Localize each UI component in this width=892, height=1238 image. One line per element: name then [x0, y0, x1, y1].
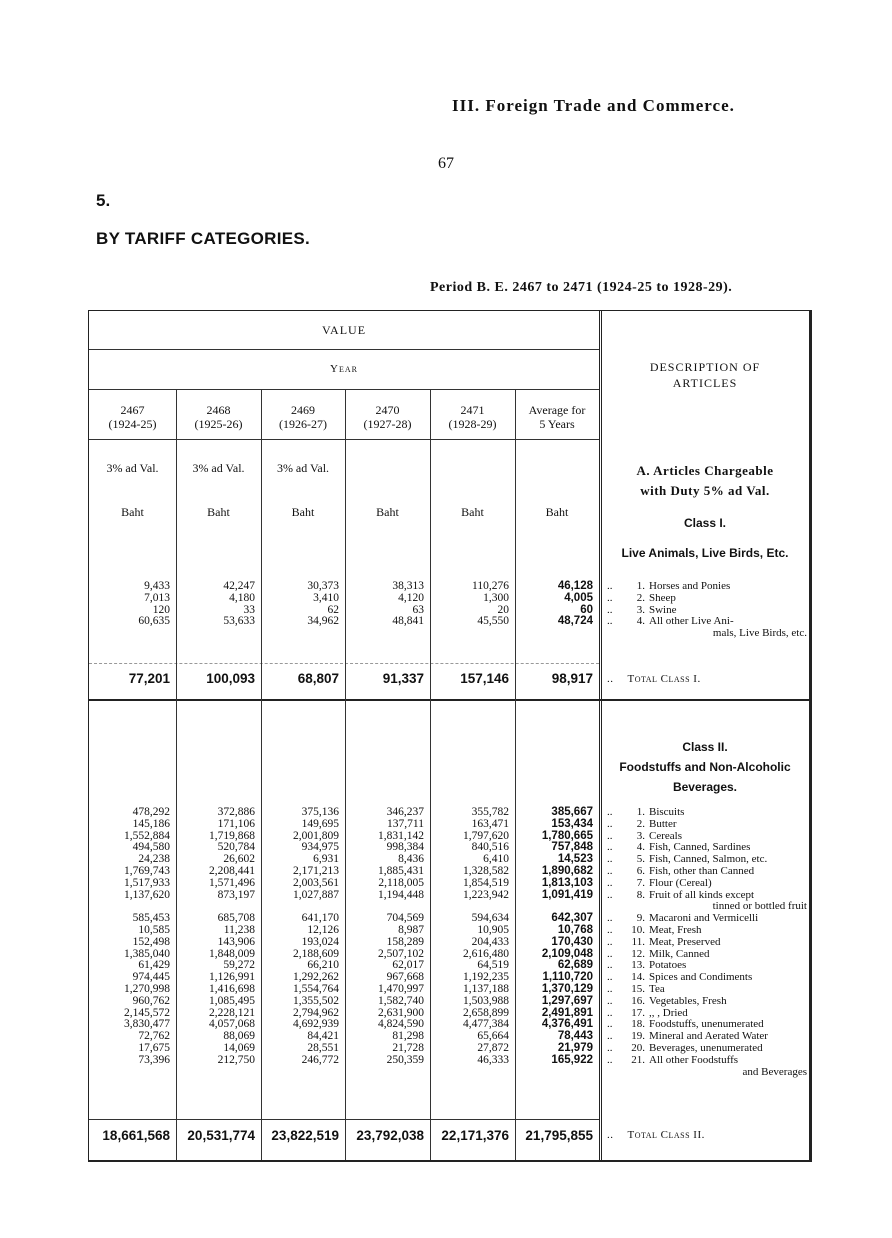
class2-value-cell: 72,762	[138, 1030, 170, 1043]
class2-value-cell: 62,017	[392, 959, 424, 972]
class2-value-cell: 1,292,262	[293, 971, 339, 984]
class2-value-cell: 88,069	[223, 1030, 255, 1043]
item-number: 4.	[636, 841, 645, 854]
item-description: Flour (Cereal)	[649, 876, 712, 889]
class1-value-cell: 33	[243, 603, 255, 616]
item-number: 2.	[636, 591, 645, 604]
class2-value-cell: 73,396	[138, 1053, 170, 1066]
class1-total-cell: 68,807	[297, 671, 339, 686]
class2-item: .. 9. Macaroni and Vermicelli	[607, 913, 811, 925]
class2-subtitle-line1: Foodstuffs and Non-Alcoholic	[619, 760, 791, 774]
class1-value-cell: 110,276	[472, 580, 509, 592]
column-heading-line1: 2470	[375, 403, 400, 417]
item-number: 6.	[636, 864, 645, 877]
class1-value-cell: 60,635	[138, 615, 170, 628]
class2-value-cell: 1,137,188	[463, 983, 509, 995]
column-heading-line1: 2468	[206, 403, 231, 417]
item-description: Cereals	[649, 829, 682, 842]
column-heading-line2: (1926-27)	[279, 417, 327, 431]
column-heading-line2: (1925-26)	[194, 417, 243, 431]
column-heading-line2: (1927-28)	[363, 417, 412, 431]
class2-value-cell: 642,307	[551, 912, 593, 925]
class2-value-cell: 84,421	[307, 1030, 339, 1043]
class2-value-cell: 170,430	[551, 935, 593, 948]
class2-value-cell: 66,210	[307, 959, 339, 972]
class2-value-cell: 1,027,887	[293, 888, 339, 901]
class2-value-cell: 171,106	[217, 817, 255, 830]
class1-item: .. 1. Horses and Ponies	[607, 581, 811, 593]
class2-value-cell: 2,118,005	[378, 876, 424, 889]
item-description: All other Foodstuffs	[649, 1053, 739, 1066]
class1-value-cell: 4,005	[564, 591, 593, 604]
class2-value-cell: 65,664	[477, 1030, 509, 1043]
item-number: 14.	[631, 971, 645, 984]
class1-total-cell: 100,093	[206, 671, 255, 686]
class2-value-cell: 2,001,809	[293, 829, 339, 842]
item-number: 5.	[636, 853, 645, 866]
class2-value-cell: 10,585	[138, 924, 170, 936]
class2-total-cell: 18,661,568	[102, 1128, 170, 1143]
class2-value-cell: 21,979	[557, 1042, 593, 1054]
class2-value-cell: 17,675	[138, 1042, 170, 1054]
item-number: 17.	[631, 1006, 645, 1019]
class2-item: .. 20. Beverages, unenumerated	[607, 1043, 811, 1055]
class2-value-cell: 8,987	[398, 924, 424, 936]
description-heading-line1: DESCRIPTION OF	[649, 360, 761, 374]
class2-value-cell: 757,848	[551, 841, 593, 854]
item-description: and Beverages	[742, 1065, 807, 1078]
class2-value-cell: 250,359	[386, 1053, 424, 1066]
class2-value-cell: 520,784	[217, 841, 255, 854]
item-number: 15.	[631, 982, 645, 995]
class2-total-label: .. Total Class II.	[607, 1129, 705, 1141]
class2-total-cell: 23,792,038	[356, 1128, 424, 1143]
class1-value-cell: 62	[327, 603, 339, 616]
class2-value-cell: 385,667	[551, 806, 593, 818]
class2-item: .. 14. Spices and Condiments	[607, 972, 811, 984]
class1-value-cell: 30,373	[307, 580, 339, 592]
class2-value-cell: 1,470,997	[378, 983, 424, 995]
class1-value-cell: 38,313	[392, 580, 424, 592]
class1-item: .. 2. Sheep	[607, 593, 811, 605]
class1-value-cell: 48,841	[392, 615, 424, 628]
class2-value-cell: 204,433	[471, 935, 509, 948]
item-description: All other Live Ani-	[649, 615, 734, 628]
column-heading-line2: 5 Years	[539, 417, 575, 431]
class2-item	[607, 1067, 811, 1079]
class2-value-cell: 14,523	[557, 853, 593, 866]
class1-value-cell: 4,180	[229, 591, 255, 604]
class2-value-cell: 998,384	[386, 841, 424, 854]
class2-value-cell: 1,328,582	[463, 865, 509, 877]
class2-value-cell: 375,136	[301, 806, 339, 818]
class2-value-cell: 1,416,698	[209, 983, 255, 995]
class2-value-cell: 46,333	[477, 1053, 509, 1066]
class1-value-cell: 7,013	[144, 591, 170, 604]
class2-value-cell: 158,289	[386, 935, 424, 948]
class2-value-cell: 594,634	[471, 912, 509, 925]
class2-value-cell: 2,228,121	[209, 1006, 255, 1019]
item-number: 1.	[636, 580, 645, 592]
class2-value-cell: 149,695	[301, 817, 339, 830]
item-description: Meat, Fresh	[649, 923, 702, 936]
class2-value-cell: 4,477,384	[463, 1018, 509, 1031]
class2-item: .. 8. Fruit of all kinds except	[607, 890, 811, 902]
class2-total-cell: 21,795,855	[525, 1128, 593, 1143]
class2-value-cell: 165,922	[551, 1053, 593, 1066]
column-heading-1	[89, 403, 176, 431]
class2-value-cell: 59,272	[223, 959, 255, 972]
item-number: 2.	[636, 817, 645, 830]
class2-value-cell: 12,126	[307, 924, 339, 936]
class1-value-cell: 60	[580, 603, 593, 616]
column-heading-4	[345, 403, 430, 431]
class2-value-cell: 1,355,502	[293, 994, 339, 1007]
class2-value-cell: 967,668	[386, 971, 424, 984]
item-number: 9.	[636, 912, 645, 925]
class2-value-cell: 346,237	[386, 806, 424, 818]
class2-value-cell: 10,768	[557, 924, 593, 936]
class2-total-cell: 20,531,774	[187, 1128, 255, 1143]
item-description: Vegetables, Fresh	[649, 994, 727, 1007]
class2-value-cell: 11,238	[223, 924, 255, 936]
duty-rate-2: 3% ad Val.	[192, 461, 245, 475]
class2-value-cell: 1,194,448	[378, 888, 424, 901]
class2-value-cell: 2,631,900	[378, 1006, 424, 1019]
class2-value-cell: 1,192,235	[463, 971, 509, 984]
class2-value-cell: 1,385,040	[124, 947, 170, 960]
class1-value-cell: 9,433	[144, 580, 170, 592]
section-title: BY TARIFF CATEGORIES.	[96, 229, 311, 248]
class2-value-cell: 1,797,620	[463, 829, 509, 842]
class2-value-cell: 1,854,519	[463, 876, 509, 889]
class2-value-cell: 1,554,764	[293, 983, 339, 995]
class2-item: .. 3. Cereals	[607, 831, 811, 843]
class2-value-cell: 974,445	[132, 971, 170, 984]
class2-item: .. 16. Vegetables, Fresh	[607, 996, 811, 1008]
unit-label-1: Baht	[121, 505, 144, 519]
class2-value-cell: 6,931	[313, 853, 339, 866]
class2-value-cell: 1,848,009	[209, 947, 255, 960]
item-description: Spices and Condiments	[649, 971, 753, 984]
item-description: Sheep	[649, 591, 676, 604]
item-description: Swine	[649, 603, 677, 616]
value-heading: VALUE	[321, 323, 367, 337]
item-description: mals, Live Birds, etc.	[712, 627, 807, 640]
item-description: Horses and Ponies	[649, 580, 731, 592]
item-description: Biscuits	[649, 806, 685, 818]
item-description: Tea	[649, 982, 665, 995]
class2-value-cell: 685,708	[217, 912, 255, 925]
class2-value-cell: 1,831,142	[378, 829, 424, 842]
class2-value-cell: 8,436	[398, 853, 424, 866]
item-description: Milk, Canned	[649, 947, 710, 960]
class2-item: .. 12. Milk, Canned	[607, 949, 811, 961]
column-heading-line2: (1924-25)	[108, 417, 157, 431]
column-heading-5	[430, 403, 515, 431]
class2-total-cell: 23,822,519	[271, 1128, 339, 1143]
class2-value-cell: 641,170	[301, 912, 339, 925]
class2-value-cell: 4,692,939	[293, 1018, 339, 1031]
item-description: Meat, Preserved	[649, 935, 721, 948]
class2-value-cell: 1,085,495	[209, 994, 255, 1007]
class2-item: .. 18. Foodstuffs, unenumerated	[607, 1019, 811, 1031]
class2-item: .. 6. Fish, other than Canned	[607, 866, 811, 878]
class2-value-cell: 960,762	[132, 994, 170, 1007]
class2-value-cell: 153,434	[551, 817, 593, 830]
class2-value-cell: 840,516	[471, 841, 509, 854]
class2-value-cell: 193,024	[301, 935, 339, 948]
class1-total-cell: 91,337	[382, 671, 424, 686]
class2-item: .. 2. Butter	[607, 819, 811, 831]
tariff-table	[88, 310, 812, 1162]
class2-value-cell: 1,813,103	[541, 876, 593, 889]
item-number: 13.	[631, 959, 645, 972]
class2-value-cell: 1,091,419	[541, 888, 593, 901]
item-number: 11.	[631, 935, 645, 948]
class2-total-cell: 22,171,376	[441, 1128, 509, 1143]
class2-value-cell: 4,824,590	[378, 1018, 424, 1031]
class2-subtitle	[599, 757, 811, 797]
class2-value-cell: 372,886	[217, 806, 255, 818]
class1-value-cell: 53,633	[223, 615, 255, 628]
item-description: Fish, other than Canned	[649, 864, 755, 877]
class2-value-cell: 152,498	[132, 935, 170, 948]
class1-subtitle: Live Animals, Live Birds, Etc.	[621, 546, 789, 560]
class1-value-cell: 45,550	[477, 615, 509, 628]
item-description: ,, , Dried	[649, 1006, 688, 1019]
column-heading-line1: 2471	[460, 403, 485, 417]
class1-items	[607, 581, 811, 640]
class2-value-cell: 2,145,572	[124, 1006, 170, 1019]
item-description: Macaroni and Vermicelli	[649, 912, 759, 925]
class2-item: .. 11. Meat, Preserved	[607, 937, 811, 949]
class2-value-cell: 1,769,743	[124, 865, 170, 877]
class1-item: .. 3. Swine	[607, 605, 811, 617]
class2-value-cell: 137,711	[387, 817, 424, 830]
class2-value-cell: 1,270,998	[124, 983, 170, 995]
class2-item: .. 5. Fish, Canned, Salmon, etc.	[607, 854, 811, 866]
item-number: 20.	[631, 1041, 645, 1054]
class2-value-cell: 1,571,496	[209, 876, 255, 889]
item-number: 16.	[631, 994, 645, 1007]
class2-item: .. 13. Potatoes	[607, 960, 811, 972]
item-description: Fish, Canned, Salmon, etc.	[649, 853, 768, 866]
class2-value-cell: 24,238	[138, 853, 170, 866]
category-a-heading	[599, 461, 811, 501]
class2-value-cell: 4,376,491	[541, 1018, 593, 1031]
column-heading-6	[515, 403, 599, 431]
class2-item: .. 19. Mineral and Aerated Water	[607, 1031, 811, 1043]
column-heading-2	[176, 403, 261, 431]
class2-value-cell: 3,830,477	[124, 1018, 170, 1031]
class2-value-cell: 27,872	[477, 1042, 509, 1054]
item-number: 18.	[631, 1018, 645, 1031]
class2-value-cell: 78,443	[557, 1030, 593, 1043]
class2-value-cell: 2,658,899	[463, 1006, 509, 1019]
item-number: 8.	[636, 888, 645, 901]
duty-rate-1: 3% ad Val.	[106, 461, 159, 475]
class2-subtitle-line2: Beverages.	[672, 780, 738, 794]
section-number: 5.	[96, 191, 111, 210]
class2-items	[607, 807, 811, 1078]
column-heading-line1: 2467	[120, 403, 145, 417]
class2-value-cell: 1,890,682	[541, 865, 593, 877]
item-description: Butter	[649, 817, 677, 830]
class2-value-cell: 1,517,933	[124, 876, 170, 889]
class1-value-cell: 48,724	[557, 615, 593, 628]
item-description: Beverages, unenumerated	[649, 1041, 763, 1054]
class2-item: .. 7. Flour (Cereal)	[607, 878, 811, 890]
class2-value-cell: 61,429	[138, 959, 170, 972]
unit-label-2: Baht	[207, 505, 230, 519]
class2-value-cell: 1,137,620	[124, 888, 170, 901]
class1-item	[607, 628, 811, 640]
class1-total-cell: 98,917	[551, 671, 593, 686]
period-label: Period B. E. 2467 to 2471 (1924-25 to 1928-29).	[430, 280, 733, 295]
class2-value-cell: 2,616,480	[463, 947, 509, 960]
item-number: 1.	[636, 806, 645, 818]
class2-value-cell: 64,519	[477, 959, 509, 972]
class2-value-cell: 26,602	[223, 853, 255, 866]
class2-value-cell: 212,750	[217, 1053, 255, 1066]
page-number: 67	[438, 155, 454, 172]
class2-value-cell: 143,906	[217, 935, 255, 948]
class2-value-cell: 1,110,720	[542, 971, 593, 984]
class1-value-cell: 34,962	[307, 615, 339, 628]
duty-rate-3: 3% ad Val.	[276, 461, 330, 475]
item-description: Fish, Canned, Sardines	[649, 841, 751, 854]
class1-value-cell: 1,300	[483, 591, 509, 604]
class1-value-cell: 63	[412, 603, 424, 616]
item-description: Fruit of all kinds except	[649, 888, 755, 901]
class1-value-cell: 20	[497, 603, 509, 616]
class2-value-cell: 2,171,213	[293, 865, 339, 877]
class1-value-cell: 42,247	[223, 580, 255, 592]
class2-value-cell: 478,292	[132, 806, 170, 818]
class1-total-text: Total Class I.	[627, 673, 701, 685]
description-heading-line2: ARTICLES	[672, 376, 738, 390]
chapter-title: III. Foreign Trade and Commerce.	[452, 96, 735, 115]
class2-value-cell: 1,297,697	[541, 994, 593, 1007]
column-heading-3	[261, 403, 345, 431]
class2-value-cell: 873,197	[217, 888, 255, 901]
class1-value-cell: 4,120	[398, 591, 424, 604]
class2-value-cell: 21,728	[392, 1042, 424, 1054]
class2-value-cell: 585,453	[132, 912, 170, 925]
class2-value-cell: 62,689	[557, 959, 593, 972]
class2-value-cell: 2,003,561	[293, 876, 339, 889]
column-heading-line2: (1928-29)	[448, 417, 497, 431]
item-number: 7.	[636, 876, 645, 889]
class2-value-cell: 163,471	[471, 817, 509, 830]
item-number: 21.	[631, 1053, 645, 1066]
item-number: 12.	[631, 947, 645, 960]
class2-value-cell: 2,109,048	[541, 947, 593, 960]
column-heading-line1: Average for	[528, 403, 586, 417]
class2-value-cell: 28,551	[307, 1042, 339, 1054]
class1-value-cell: 3,410	[313, 591, 339, 604]
class1-total-cell: 157,146	[460, 671, 509, 686]
unit-label-4: Baht	[376, 505, 399, 519]
item-description: Foodstuffs, unenumerated	[649, 1018, 764, 1031]
class1-title: Class I.	[683, 516, 727, 530]
item-description: tinned or bottled fruit	[712, 900, 807, 913]
class2-value-cell: 1,719,868	[209, 829, 255, 842]
class2-value-cell: 1,370,129	[541, 983, 593, 995]
category-a-line2: with Duty 5% ad Val.	[640, 483, 770, 498]
item-number: 4.	[636, 615, 645, 628]
class1-item: .. 4. All other Live Ani-	[607, 616, 811, 628]
class1-value-cell: 120	[152, 603, 170, 616]
class2-value-cell: 4,057,068	[209, 1018, 255, 1031]
class2-value-cell: 2,208,441	[209, 865, 255, 877]
item-number: 19.	[631, 1030, 645, 1043]
item-number: 10.	[631, 923, 645, 936]
class2-value-cell: 494,580	[132, 841, 170, 854]
class2-item: .. 10. Meat, Fresh	[607, 925, 811, 937]
class2-value-cell: 1,223,942	[463, 888, 509, 901]
item-number	[625, 1067, 649, 1079]
class2-item: .. 15. Tea	[607, 984, 811, 996]
class2-item: .. 21. All other Foodstuffs	[607, 1055, 811, 1067]
class2-item: .. 17. ,, , Dried	[607, 1008, 811, 1020]
class2-value-cell: 10,905	[477, 924, 509, 936]
class2-value-cell: 14,069	[223, 1042, 255, 1054]
item-number	[625, 628, 649, 640]
class2-value-cell: 1,126,991	[209, 971, 255, 984]
class2-value-cell: 2,188,609	[293, 947, 339, 960]
class2-value-cell: 1,503,988	[463, 994, 509, 1007]
year-heading: Year	[330, 363, 358, 375]
class1-total-cell: 77,201	[128, 671, 170, 686]
class2-item: .. 4. Fish, Canned, Sardines	[607, 842, 811, 854]
class2-value-cell: 1,582,740	[378, 994, 424, 1007]
item-number: 3.	[636, 829, 645, 842]
item-description: Mineral and Aerated Water	[649, 1030, 768, 1043]
description-heading	[599, 359, 811, 391]
class2-value-cell: 2,507,102	[378, 947, 424, 960]
unit-label-3: Baht	[291, 505, 315, 519]
class2-value-cell: 6,410	[483, 853, 509, 866]
column-heading-line1: 2469	[291, 403, 315, 417]
class2-value-cell: 145,186	[132, 817, 170, 830]
class2-value-cell: 246,772	[301, 1053, 339, 1066]
category-a-line1: A. Articles Chargeable	[636, 463, 774, 478]
class1-total-label: .. Total Class I.	[607, 673, 701, 685]
unit-label-6: Baht	[545, 505, 569, 519]
class2-value-cell: 2,491,891	[541, 1006, 593, 1019]
class2-title: Class II.	[682, 740, 728, 754]
class2-value-cell: 81,298	[392, 1030, 424, 1043]
class2-value-cell: 1,885,431	[378, 865, 424, 877]
class1-value-cell: 46,128	[557, 580, 593, 592]
class2-value-cell: 1,552,884	[124, 829, 170, 842]
item-number: 3.	[636, 603, 645, 616]
class2-item: .. 1. Biscuits	[607, 807, 811, 819]
class2-value-cell: 1,780,665	[541, 829, 593, 842]
class2-total-text: Total Class II.	[627, 1129, 705, 1141]
class2-value-cell: 704,569	[386, 912, 424, 925]
class2-value-cell: 2,794,962	[293, 1006, 339, 1019]
unit-label-5: Baht	[461, 505, 484, 519]
class2-value-cell: 934,975	[301, 841, 339, 854]
class2-value-cell: 355,782	[471, 806, 509, 818]
item-description: Potatoes	[649, 959, 687, 972]
